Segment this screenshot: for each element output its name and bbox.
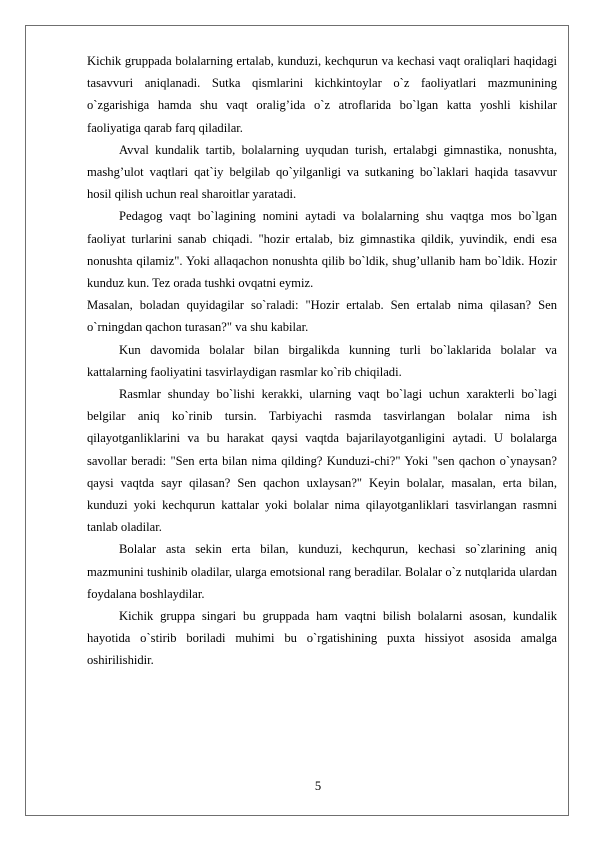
- page-number: 5: [314, 779, 322, 793]
- paragraph-7: Bolalar asta sekin erta bilan, kunduzi, kechqurun, kechasi so`zlarining aniq mazmunini tushinib oladilar, ularga emotsional rang beradilar. Bolalar o`z nutqlarida ulardan foydalana boshlaydilar.: [87, 542, 557, 601]
- paragraph-1: Kichik gruppada bolalarning ertalab, kunduzi, kechqurun va kechasi vaqt oraliqlari haqidagi tasavvuri aniqlanadi. Sutka qismlarini kichkintoylar o`z faoliyatlari mazmunining o`zgarishiga hamda shu vaqt oralig’ida o`z atroflarida bo`lgan katta yoshli kishilar faoliyatiga qarab farq qiladilar.: [87, 54, 557, 135]
- paragraph-4: Masalan, boladan quyidagilar so`raladi: "Hozir ertalab. Sen ertalab nima qilasan? Sen o`rningdan qachon turasan?" va shu kabilar.: [87, 298, 557, 335]
- paragraph-6: Rasmlar shunday bo`lishi kerakki, ularning vaqt bo`lagi uchun xarakterli bo`lagi belgilar aniq ko`rinib tursin. Tarbiyachi rasmda tasvirlangan bolalar nima ish qilayotganliklarini va bu harakat qaysi vaqtda bajarilayotganligini aytadi. U bolalarga savollar beradi: "Sen erta bilan nima qilding? Kunduzi-chi?" Yoki "sen qachon o`ynaysan? qaysi vaqtda sayr qilasan? Sen qachon uxlaysan?" Keyin bolalar, masalan, erta bilan, kunduzi yoki kechqurun kattalar yoki bolalar nima qilayotganliklari tasvirlangan rasmni tanlab oladilar.: [87, 387, 557, 535]
- paragraph-8: Kichik gruppa singari bu gruppada ham vaqtni bilish bolalarni asosan, kundalik hayotida o`stirib boriladi muhimi bu o`rgatishining puxta hissiyot asosida amalga oshirilishidir.: [87, 609, 557, 668]
- paragraph-2: Avval kundalik tartib, bolalarning uyqudan turish, ertalabgi gimnastika, nonushta, mashg’ulot vaqtlari qat`iy belgilab qo`yilganligi va sutkaning bo`laklari haqida tasavvur hosil qilish uchun real sharoitlar yaratadi.: [87, 142, 557, 202]
- paragraph-5: Kun davomida bolalar bilan birgalikda kunning turli bo`laklarida bolalar va kattalarning faoliyatini tasvirlaydigan rasmlar ko`rib chiqiladi.: [87, 342, 557, 379]
- document-body: [87, 50, 557, 672]
- paragraph-3: Pedagog vaqt bo`lagining nomini aytadi va bolalarning shu vaqtga mos bo`lgan faoliyat turlarini sanab chiqadi. "hozir ertalab, biz gimnastika qildik, yuvindik, endi esa nonushta qilamiz". Yoki allaqachon nonushta qilib bo`ldik, shug’ullanib ham bo`ldik. Hozir kunduz kun. Tez orada tushki ovqatni eymiz.: [87, 209, 557, 291]
